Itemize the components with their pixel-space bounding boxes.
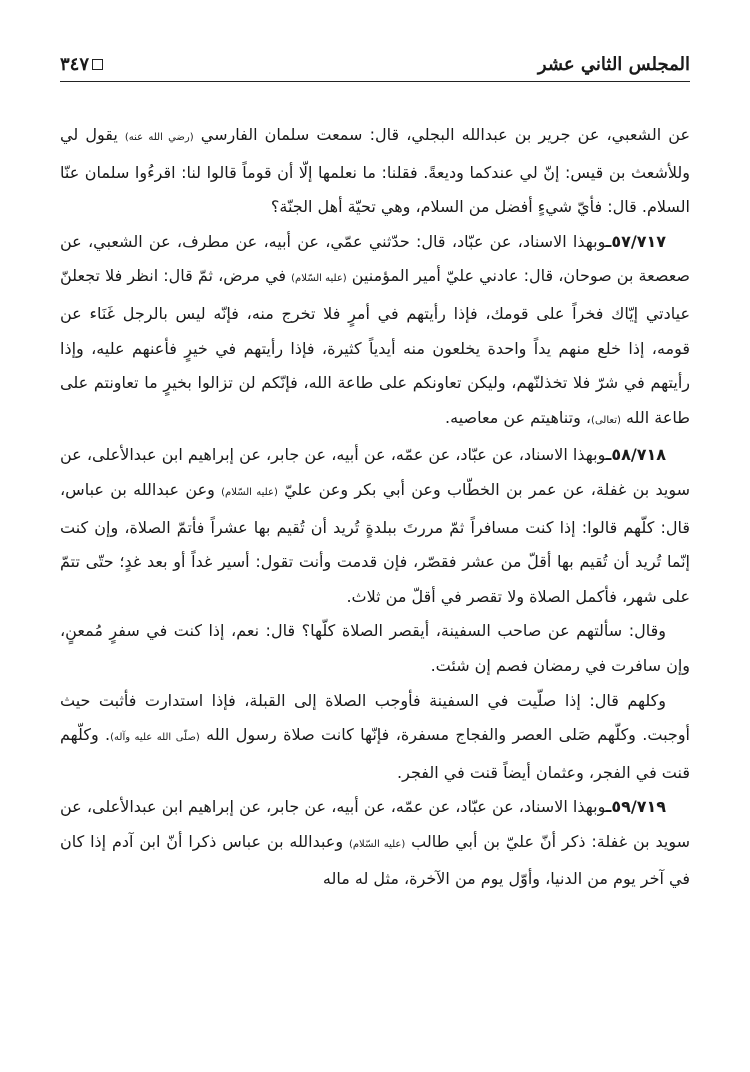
paragraph [60, 118, 690, 225]
hadith-number: ٥٧/٧١٧ـ [605, 231, 666, 251]
text-run: ، وتناهيتم عن معاصيه. [445, 407, 592, 427]
honorific: (رضي الله عنه) [124, 132, 194, 143]
text-run: وعبدالله بن عباس ذكرا أنّ ابن آدم إذا كان في آخر يوم من الدنيا، وأوّل يوم من الآخرة، مثل له ماله [60, 831, 690, 889]
hadith-number: ٥٩/٧١٩ـ [605, 797, 666, 817]
text-run: وعن عبدالله بن عباس، قال: كلّهم قالوا: إذا كنت مسافراً ثمّ مررتَ ببلدةٍ تُريد أن تُقيم بها عشراً فأتمّ الصلاة، وإن كنت إنّما تُريد أن تُقيم بها أقلّ من عشر فقصّر، فإن قدمت وأنت تقول: أسير غداً أو بعد غدٍ؛ حتّى تتمّ على شهر، فأكمل الصلاة ولا تقصر في أقلّ من ثلاث. [60, 479, 690, 606]
text-run: وبهذا الاسناد، عن عبّاد، عن عمّه، عن أبيه، عن جابر، عن إبراهيم ابن عبدالأعلى، عن سويد بن غفلة، عن عمر بن الخطّاب وعن أبي بكر وعن عليّ [60, 445, 691, 499]
honorific: (عليه السّلام) [291, 273, 347, 285]
text-run: وكلهم قال: إذا صلّيت في السفينة فأوجب الصلاة إلى القبلة، فإذا استدارت فأثبت حيث أوجبت. وكلّهم صَلى العصر والفجاج مسفرة، فإنّها كانت صلاة رسول الله [60, 690, 690, 745]
hadith-number: ٥٨/٧١٨ـ [605, 445, 666, 465]
page-number-group [60, 54, 103, 75]
honorific: (تعالى) [591, 414, 621, 426]
paragraph [60, 790, 690, 897]
text-run: وقال: سألتهم عن صاحب السفينة، أيقصر الصلاة كلّها؟ قال: نعم، إذا كنت في سفرٍ مُمعنٍ، وإن سافرت في رمضان فصم إن شئت. [60, 621, 690, 675]
text-run: يقول لي وللأشعث بن قيس: إنّ لي عندكما وديعةً. فقلنا: ما نعلمها إلّا أن قوماً قالوا لنا: اقرءُوا سلمان عنّا السلام. قال: فأيّ شيءٍ أفضل من السلام، وهي تحيّة أهل الجنّة؟ [60, 125, 690, 217]
text-run: في مرض، ثمّ قال: انظر فلا تجعلنّ عيادتي إيّاك فخراً على قومك، فإذا رأيتهم في أمرٍ فلا تخرج منه، فإنّه ليس بالرجل غَنَاء عن قومه، إذا خلع منهم يداً واحدة يخلعون منه أيدياً كثيرة، فإذا رأيتهم في خيرٍ فأعنهم عليه، وإذا رأيتهم في شرّ فلا تخذلنّهم، وليكن تعاونكم على طاعة الله، فإنّكم لن تزالوا بخيرٍ ما تعاونتم على طاعة الله [60, 266, 690, 427]
chapter-title: المجلس الثاني عشر [537, 54, 690, 75]
paragraph [60, 684, 690, 791]
square-icon [92, 59, 103, 70]
text-run: . وكلّهم قنت في الفجر، وعثمان أيضاً قنت في الفجر. [60, 725, 690, 782]
text-run: عن الشعبي، عن جرير بن عبدالله البجلي، قال: سمعت سلمان الفارسي [193, 125, 690, 144]
honorific: (عليه السّلام) [221, 486, 278, 498]
text-run: وبهذا الاسناد، عن عبّاد، قال: حدّثني عمّي، عن أبيه، عن مطرف، عن الشعبي، عن صعصعة بن صوحان، قال: عادني عليّ أمير المؤمنين [60, 231, 690, 286]
honorific: (عليه السّلام) [348, 838, 406, 850]
main-text [60, 118, 690, 897]
paragraph [60, 614, 690, 683]
text-run: وبهذا الاسناد، عن عبّاد، عن عمّه، عن أبيه، عن جابر، عن إبراهيم ابن عبدالأعلى، عن سويد بن غفلة: ذكر أنّ عليّ بن أبي طالب [60, 797, 690, 851]
paragraph [60, 438, 690, 614]
running-header [60, 46, 690, 82]
paragraph [60, 225, 690, 439]
page-number: ٣٤٧ [60, 54, 90, 75]
honorific: (صلّى الله عليه وآله) [110, 732, 200, 744]
